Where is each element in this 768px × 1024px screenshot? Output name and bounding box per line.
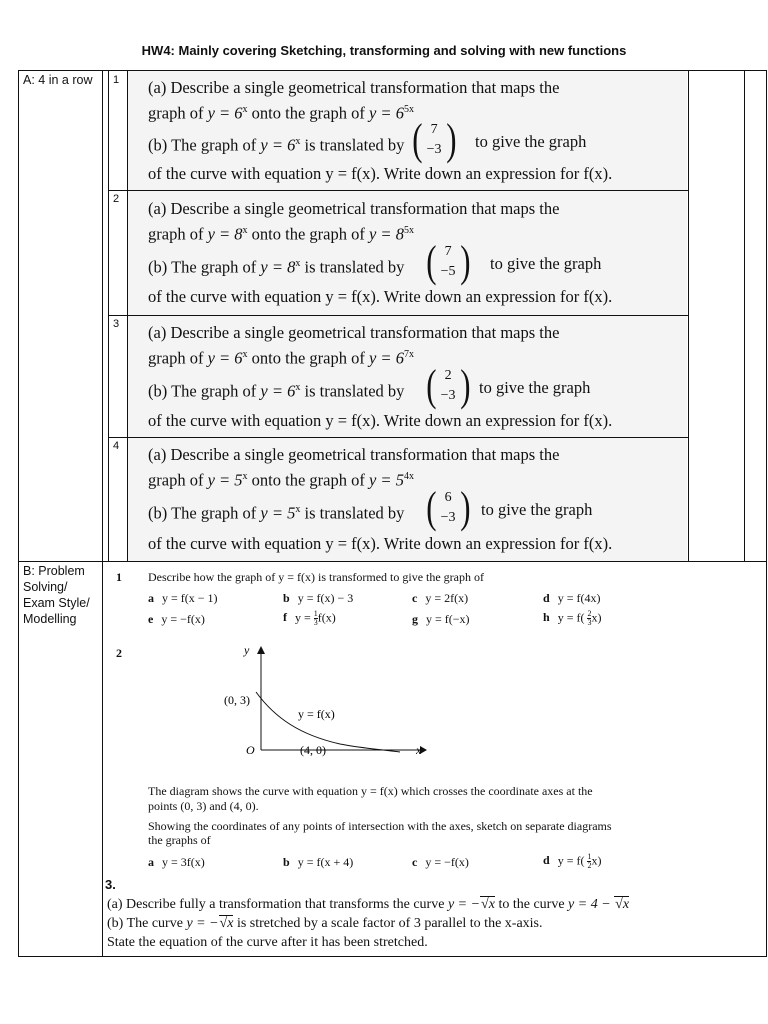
translation-vector: ( 7 −3 ) bbox=[412, 115, 457, 164]
option-d: d y = f( $\frac{1}{2}$ x) bbox=[543, 852, 602, 870]
option-c: c y = −f(x) bbox=[412, 855, 469, 869]
question-part-b-end: to give the graph bbox=[481, 500, 593, 519]
translation-vector: ( 2 −3 ) bbox=[426, 361, 471, 410]
question-part-a-equations: graph of $y = 6^x$ onto the graph of $y = 6^{5x}$ bbox=[148, 103, 414, 123]
question-part-a-equations: graph of $y = 6^x$ onto the graph of $y = 6^{7x}$ bbox=[148, 348, 414, 368]
question-number: 3 bbox=[113, 318, 120, 330]
question-part-a: (a) Describe a single geometrical transformation that maps the bbox=[148, 78, 560, 97]
question-part-b: (b) The graph of $y = 6^x$ is translated by bbox=[148, 135, 405, 155]
page-title: HW4: Mainly covering Sketching, transforming and solving with new functions bbox=[141, 43, 627, 58]
question-part-b: (b) The graph of $y = 6^x$ is translated by bbox=[148, 381, 405, 401]
section-a-label: A: 4 in a row bbox=[23, 73, 93, 87]
translation-vector: ( 6 −3 ) bbox=[426, 483, 471, 532]
question-part-a-equations: graph of $y = 5^x$ onto the graph of $y = 5^{4x}$ bbox=[148, 470, 414, 490]
question-part-b-continued: of the curve with equation y = f(x). Write down an expression for f(x). bbox=[148, 164, 613, 183]
question-number: 3. bbox=[105, 877, 116, 892]
x-axis-label: x bbox=[416, 743, 422, 757]
question-part-b: (b) The graph of $y = 8^x$ is translated by bbox=[148, 257, 405, 277]
question-number: 2 bbox=[113, 193, 120, 205]
option-a: a y = 3f(x) bbox=[148, 855, 205, 869]
option-h: h y = f( $\frac{2}{3}$ x) bbox=[543, 609, 602, 627]
question-number: 1 bbox=[116, 570, 122, 584]
question-part-b-end: to give the graph bbox=[490, 254, 602, 273]
section-b-label: B: Problem Solving/ Exam Style/ Modelling bbox=[23, 564, 90, 626]
option-g: g y = f(−x) bbox=[412, 612, 470, 626]
origin-label: O bbox=[246, 743, 255, 757]
question-part-a: (a) Describe a single geometrical transformation that maps the bbox=[148, 445, 560, 464]
curve-y-f-x bbox=[256, 692, 400, 752]
y-axis-arrow bbox=[257, 646, 265, 654]
translation-vector: ( 7 −5 ) bbox=[426, 237, 471, 286]
question-description: points (0, 3) and (4, 0). bbox=[148, 799, 259, 813]
option-c: c y = 2f(x) bbox=[412, 591, 469, 605]
question-number: 1 bbox=[113, 74, 120, 86]
question-part-b: (b) The graph of $y = 5^x$ is translated by bbox=[148, 503, 405, 523]
question-part-b-end: to give the graph bbox=[475, 132, 587, 151]
curve-label: y = f(x) bbox=[298, 707, 335, 721]
question-description: The diagram shows the curve with equation y = f(x) which crosses the coordinate axes at the bbox=[148, 784, 593, 798]
point-label-0-3: (0, 3) bbox=[224, 693, 250, 707]
question-part-a-equations: graph of $y = 8^x$ onto the graph of $y = 8^{5x}$ bbox=[148, 224, 414, 244]
question-part-b-continued: of the curve with equation y = f(x). Write down an expression for f(x). bbox=[148, 534, 613, 553]
question-part-b-continued: of the curve with equation y = f(x). Write down an expression for f(x). bbox=[148, 287, 613, 306]
question-description: Showing the coordinates of any points of intersection with the axes, sketch on separate diagrams bbox=[148, 819, 612, 833]
question-number: 4 bbox=[113, 440, 120, 452]
question-part-a: (a) Describe a single geometrical transformation that maps the bbox=[148, 323, 560, 342]
curve-graph bbox=[220, 640, 430, 765]
question-part-b: (b) The curve y = −√x is stretched by a scale factor of 3 parallel to the x-axis. bbox=[107, 916, 543, 931]
option-a: a y = f(x − 1) bbox=[148, 591, 218, 605]
question-number: 2 bbox=[116, 646, 122, 660]
y-axis-label: y bbox=[244, 643, 250, 657]
option-b: b y = f(x + 4) bbox=[283, 855, 354, 869]
question-part-b-continued: of the curve with equation y = f(x). Write down an expression for f(x). bbox=[148, 411, 613, 430]
point-label-4-0: (4, 0) bbox=[300, 743, 326, 757]
option-d: d y = f(4x) bbox=[543, 591, 601, 605]
question-prompt: Describe how the graph of y = f(x) is transformed to give the graph of bbox=[148, 570, 484, 584]
option-e: e y = −f(x) bbox=[148, 612, 205, 626]
question-part-b-continued: State the equation of the curve after it has been stretched. bbox=[107, 935, 428, 950]
option-b: b y = f(x) − 3 bbox=[283, 591, 354, 605]
question-description: the graphs of bbox=[148, 833, 211, 847]
option-f: f y = $\frac{1}{3}$ f(x) bbox=[283, 609, 336, 627]
question-part-a: (a) Describe a single geometrical transformation that maps the bbox=[148, 199, 560, 218]
question-part-a: (a) Describe fully a transformation that transforms the curve y = −√x to the curve y = 4 − √x bbox=[107, 897, 630, 912]
question-part-b-end: to give the graph bbox=[479, 378, 591, 397]
